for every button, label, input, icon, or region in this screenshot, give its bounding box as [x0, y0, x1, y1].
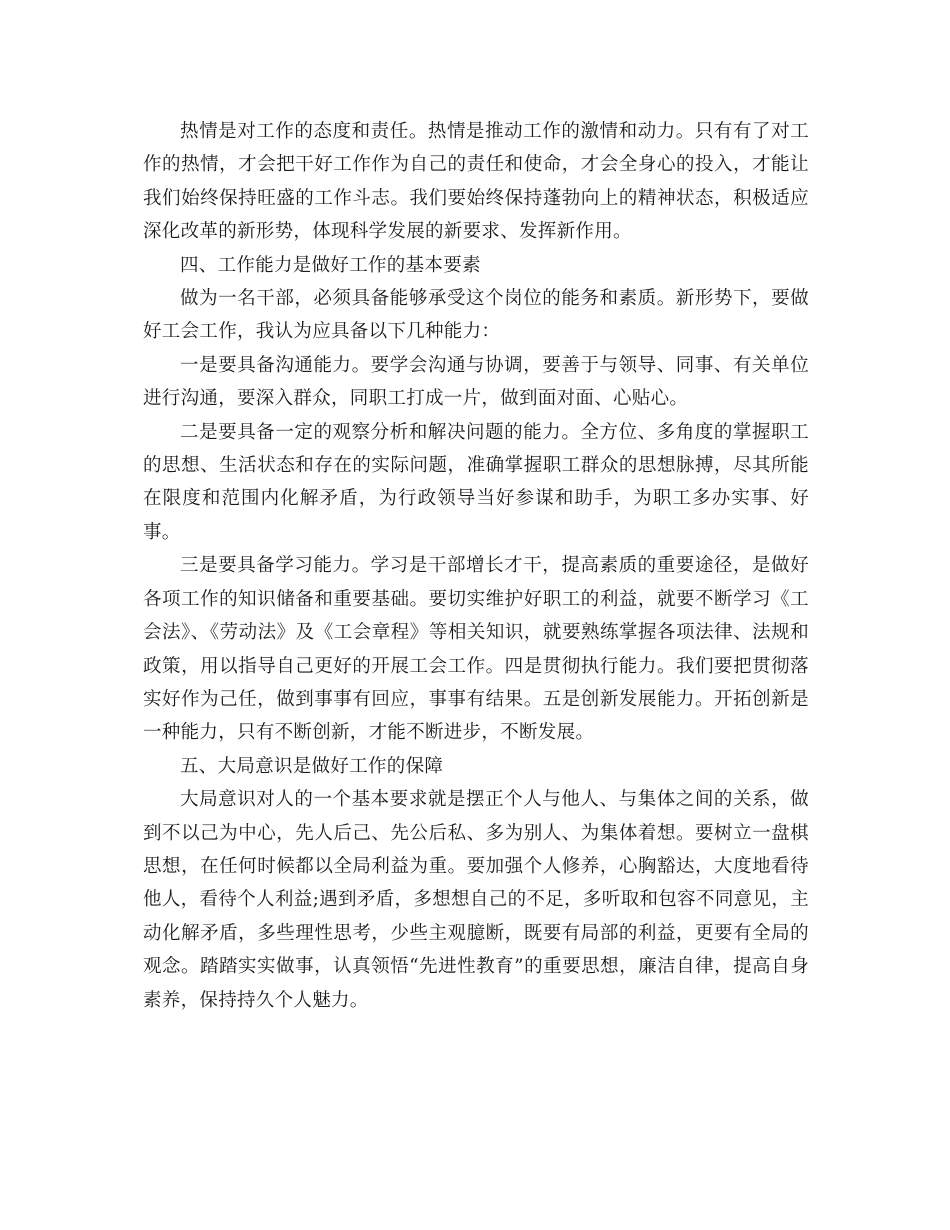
paragraph-communication-ability: 一是要具备沟通能力。要学会沟通与协调，要善于与领导、同事、有关单位进行沟通，要深入群众，同职工打成一片，做到面对面、心贴心。 [143, 354, 809, 410]
document-body [143, 115, 809, 1017]
paragraph-analysis-ability: 二是要具备一定的观察分析和解决问题的能力。全方位、多角度的掌握职工的思想、生活状态和存在的实际问题，准确掌握职工群众的思想脉搏，尽其所能在限度和范围内化解矛盾，为行政领导当好参谋和助手，为职工多办实事、好事。 [143, 421, 809, 543]
paragraph-big-picture-awareness: 大局意识对人的一个基本要求就是摆正个人与他人、与集体之间的关系，做到不以己为中心，先人后己、先公后私、多为别人、为集体着想。要树立一盘棋思想，在任何时候都以全局利益为重。要加强个人修养，心胸豁达，大度地看待他人，看待个人利益;遇到矛盾，多想想自己的不足，多听取和包容不同意见，主动化解矛盾，多些理性思考，少些主观臆断，既要有局部的利益，更要有全局的观念。踏踏实实做事，认真领悟“先进性教育”的重要思想，廉洁自律，提高自身素养，保持持久个人魅力。 [143, 789, 809, 1011]
paragraph-enthusiasm: 热情是对工作的态度和责任。热情是推动工作的激情和动力。只有有了对工作的热情，才会把干好工作作为自己的责任和使命，才会全身心的投入，才能让我们始终保持旺盛的工作斗志。我们要始终保持蓬勃向上的精神状态，积极适应深化改革的新形势，体现科学发展的新要求、发挥新作用。 [143, 121, 809, 243]
section-heading-big-picture: 五、大局意识是做好工作的保障 [180, 755, 444, 777]
paragraph-learning-ability: 三是要具备学习能力。学习是干部增长才干，提高素质的重要途径，是做好各项工作的知识储备和重要基础。要切实维护好职工的利益，就要不断学习《工会法》、《劳动法》及《工会章程》等相关知识，就要熟练掌握各项法律、法规和政策，用以指导自己更好的开展工会工作。四是贯彻执行能力。我们要把贯彻落实好作为己任，做到事事有回应，事事有结果。五是创新发展能力。开拓创新是一种能力，只有不断创新，才能不断进步，不断发展。 [143, 555, 809, 744]
paragraph-cadre-requirements: 做为一名干部，必须具备能够承受这个岗位的能务和素质。新形势下，要做好工会工作，我认为应具备以下几种能力： [143, 288, 809, 343]
section-heading-work-ability: 四、工作能力是做好工作的基本要素 [180, 254, 481, 276]
